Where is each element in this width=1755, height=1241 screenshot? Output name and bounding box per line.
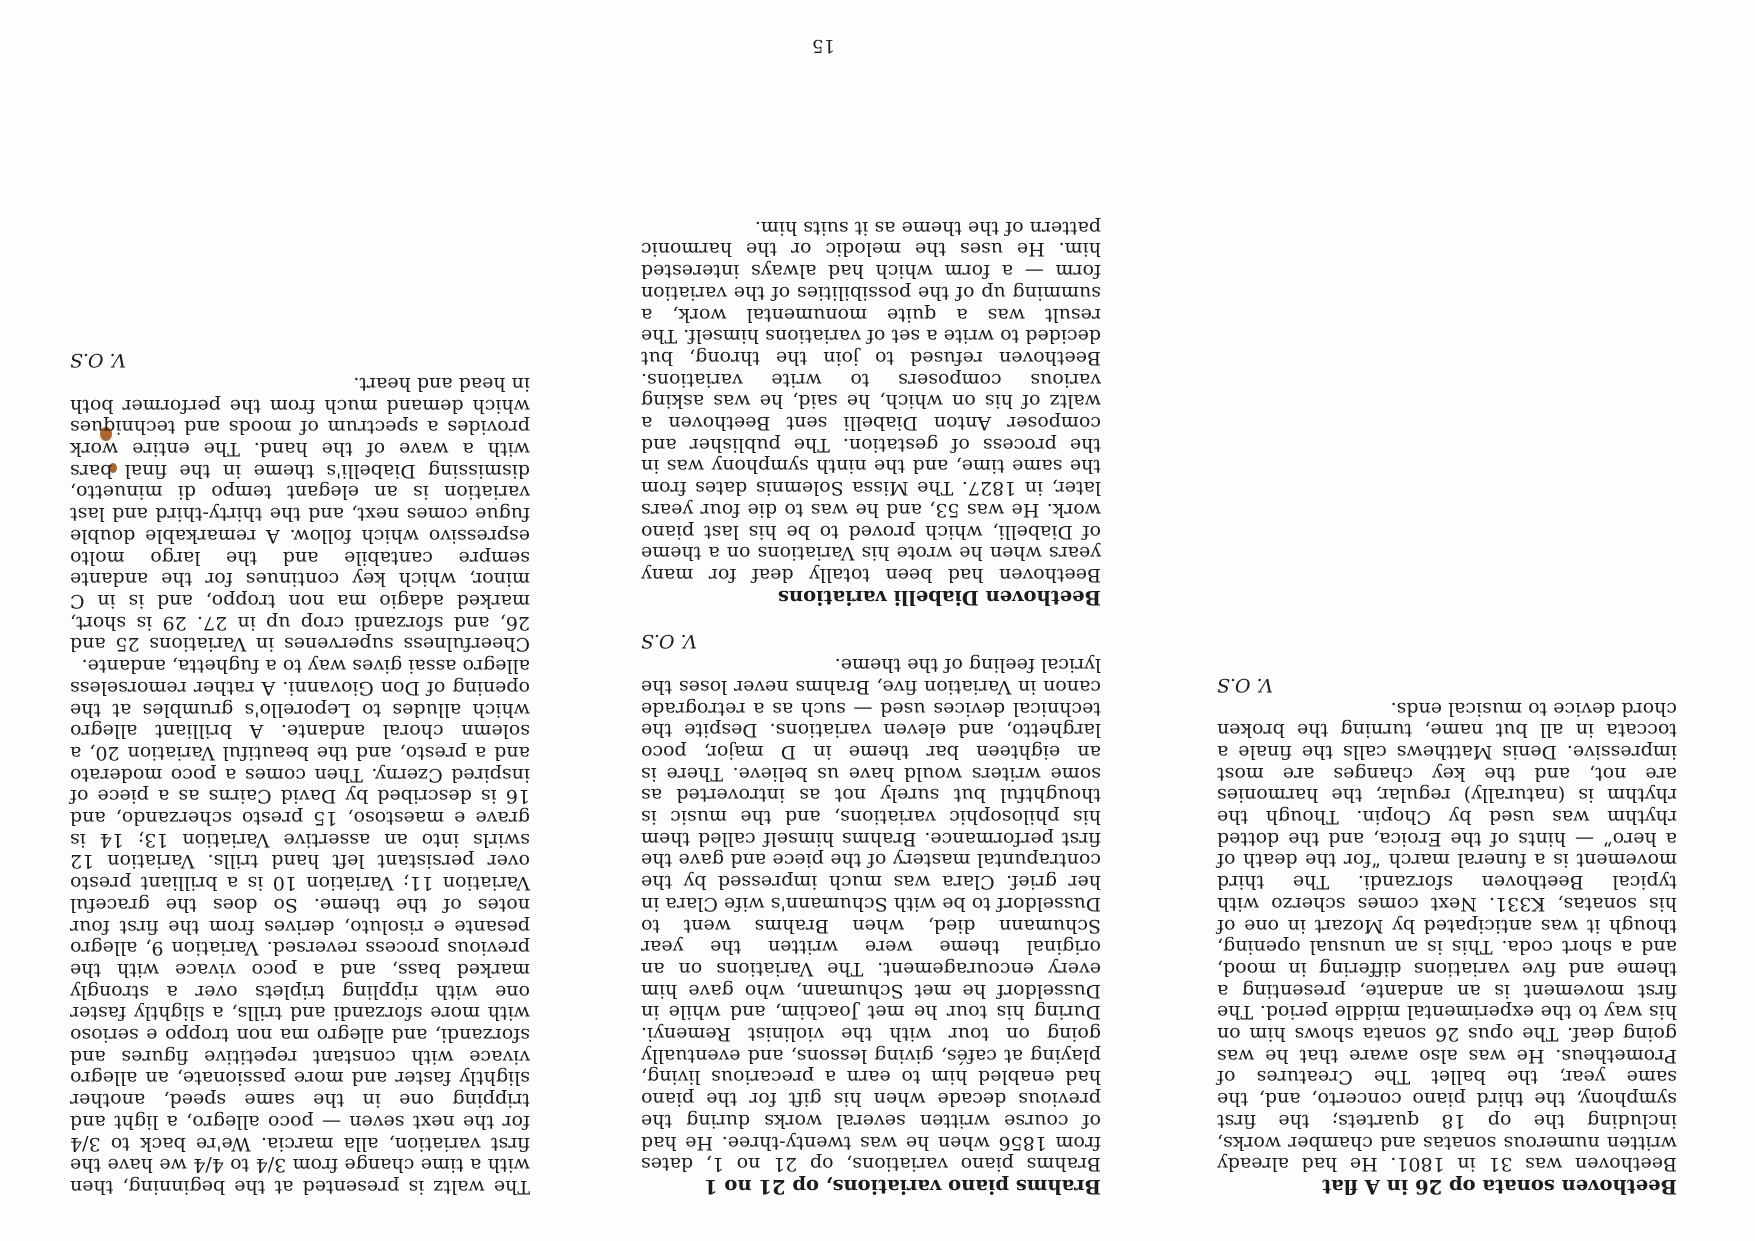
section-title-brahms-op21: Brahms piano variations, op 21 no 1 <box>704 1175 1101 1198</box>
body-paragraph: Cheerfulness supervenes in Variations 25 and 26, and sforzandi crop up in 27. 29 is short, marked adagio ma non troppo, and is in C minor, which key continues for the andante sempre cantabile and the largo molto espressivo which follow. A remarkable double fugue comes next, and the thirty-third and last variation is an elegant tempo di minuetto, dismissing Diabelli's theme in the final bars with a wave of the hand. The entire work provides a spectrum of moods and techniques which demand much from the performer both in head and heart. <box>70 372 530 656</box>
page-number: 15 <box>812 35 835 56</box>
body-paragraph: Beethoven had been totally deaf for many years when he wrote his Variations on a theme of Diabelli, which proved to be his last piano work. He was 53, and he was to die four years later, in 1827. The Missa Solemnis dates from the same time, and the ninth symphony was in the process of gestation. The publisher and composer Anton Diabelli sent Beethoven a waltz of his on which, he said, he was asking various composers to write variations. Beethoven refused to join the throng, but decided to write a set of variations himself. The result was a quite monumental work, a summing up of the possibilities of the variation form — a form which had always interested him. He uses the melodic or the harmonic pattern of the theme as it suits him. <box>641 216 1101 587</box>
column-diabelli-continued <box>70 349 530 1197</box>
vos-marker: V. O.S <box>70 349 126 372</box>
body-paragraph: Beethoven was 31 in 1801. He had already written numerous sonatas and chamber works, including the op 18 quartets; the first symphony, the third piano concerto, and, the same year, the ballet The Creatures of Prometheus. He was also aware that he was going deaf. The opus 26 sonata shows him on his way to the experimental middle period. The first movement is an andante, presenting a theme and five variations differing in mood, and a short coda. This is an unusual opening, though it was anticipated by Mozart in one of his sonatas, K331. Next comes scherzo with typical Beethoven sforzandi. The third movement is a funeral march “for the death of a hero” — hints of the Eroica, and the dotted rhythm was used by Chopin. Though the rhythm is (naturally) regular, the harmonies are not, and the key changes are most impressive. Denis Matthews calls the finale a toccata in all but name, turning the broken chord device to musical ends. <box>1217 697 1677 1176</box>
section-title-beethoven-diabelli: Beethoven Diabelli variations <box>777 585 1101 609</box>
vos-marker: V. O.S <box>1217 673 1273 696</box>
body-paragraph: Brahms piano variations, op 21 no 1, dates from 1856 when he was twenty-three. He had of course written several works during the previous decade when his gift for the piano had enabled him to earn a precarious living, playing at cafés, giving lessons, and eventually going on tour with the violinist Remenyi. During his tour he met Joachim, and while in Dusseldorf he met Schumann, who gave him every encouragement. The Variations on an original theme were written the year Schumann died, when Brahms went to Dusseldorf to be with Schumann's wife Clara in her grief. Clara was much impressed by the contrapuntal mastery of the piece and gave the first performance. Brahms himself called them his philosophic variations, and the music is thoughtful but surely not as introverted as some writers would have us believe. There is an eighteen bar theme in D major, poco larghetto, and eleven variations. Despite the technical devices used — such as a retrograde canon in Variation five, Brahms never loses the lyrical feeling of the theme. <box>641 654 1101 1176</box>
body-paragraph: The waltz is presented at the beginning, then with a time change from 3/4 to 4/4 we have the first variation, alla marcia. We're back to 3/4 for the next seven — poco allegro, a light and tripping one in the same speed, another slightly faster and more passionate, an allegro vivace with constant repetitive figures and sforzandi, and allegro ma non troppo e serioso with more sforzandi and trills, a slightly faster one with rippling triplets over a strongly marked bass, and a poco vivace with the previous process reversed. Variation 9, allegro pesante e risoluto, derives from the first four notes of the theme. So does the graceful Variation 11; Variation 10 is a brilliant presto over persistant left hand trills. Variation 12 swirls into an assertive Variation 13; 14 is grave e maestoso, 15 presto scherzando, and 16 is described by David Cairns as a piece of inspired Czerny. Then comes a poco moderato and a presto, and the beautiful Variation 20, a solemn choral andante. A brilliant allegro which alludes to Leporello's grumbles at the opening of Don Giovanni. A rather remorseless allegro assai gives way to a fughetta, andante. <box>70 655 530 1198</box>
vos-marker: V. O.S <box>641 630 697 653</box>
section-title-beethoven-op26: Beethoven sonata op 26 in A flat <box>1322 1175 1677 1198</box>
column-beethoven-op26 <box>1217 673 1677 1197</box>
column-brahms-and-diabelli <box>641 216 1101 1197</box>
